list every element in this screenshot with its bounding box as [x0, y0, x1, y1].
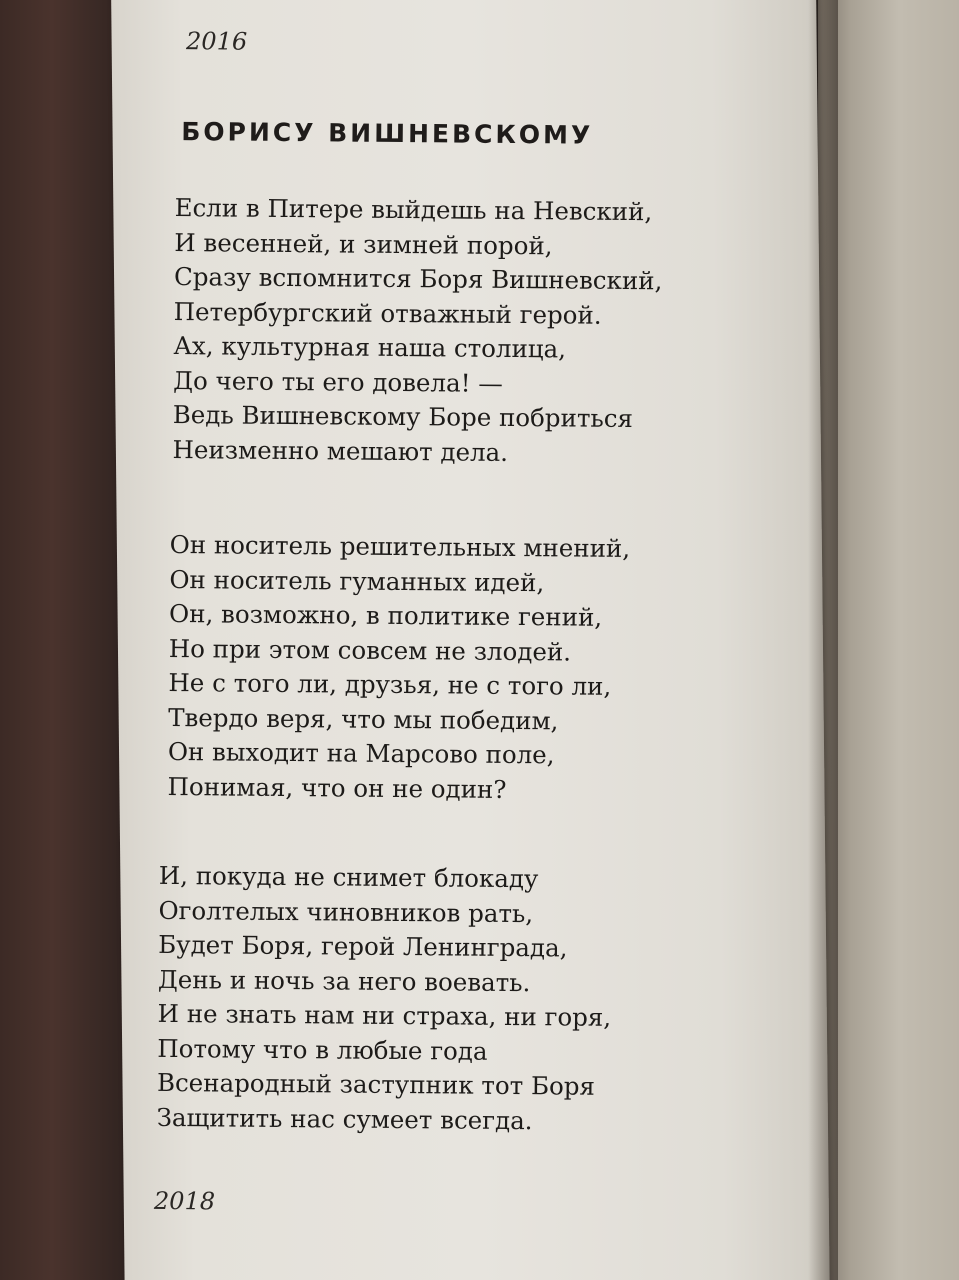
poem-line: Петербургский отважный герой. — [173, 296, 602, 330]
poem-line: Защитить нас сумеет всегда. — [156, 1102, 533, 1135]
facing-page — [818, 0, 959, 1280]
poem-line: Оголтелых чиновников рать, — [158, 895, 534, 928]
poem-line: Сразу вспомнится Боря Вишневский, — [173, 262, 663, 296]
poem-line: Ах, культурная наша столица, — [173, 331, 567, 364]
poem-line: До чего ты его довела! — — [173, 365, 503, 398]
poem-line: И не знать нам ни страха, ни горя, — [157, 998, 612, 1032]
stanza-1 — [172, 191, 663, 471]
previous-poem-year: 2016 — [185, 27, 248, 56]
poem-text-block — [153, 0, 784, 1280]
poem-line: Будет Боря, герой Ленинграда, — [158, 929, 568, 963]
poem-line: Твердо веря, что мы победим, — [168, 702, 559, 735]
poem-line: Неизменно мешают дела. — [172, 434, 509, 467]
poem-year: 2018 — [153, 1186, 216, 1216]
gutter-shadow — [808, 0, 838, 1280]
poem-line: Он носитель решительных мнений, — [169, 530, 631, 564]
poem-line: Но при этом совсем не злодей. — [168, 633, 572, 667]
poem-line: Понимая, что он не один? — [167, 771, 507, 804]
book-cover-edge — [0, 0, 130, 1280]
poem-line: День и ночь за него воевать. — [157, 964, 531, 997]
poem-line: И весенней, и зимней порой, — [174, 227, 553, 260]
stanza-3 — [157, 859, 613, 1139]
poem-line: И, покуда не снимет блокаду — [158, 860, 539, 894]
poem-line: Всенародный заступник тот Боря — [156, 1067, 596, 1101]
poem-line: Потому что в любые года — [157, 1033, 488, 1066]
poem-line: Не с того ли, друзья, не с того ли, — [168, 667, 612, 701]
poem-line: Он носитель гуманных идей, — [169, 564, 545, 597]
poem-title: БОРИСУ ВИШНЕВСКОМУ — [181, 117, 594, 150]
poem-line: Если в Питере выйдешь на Невский, — [174, 193, 653, 227]
poem-line: Ведь Вишневскому Боре побриться — [172, 400, 634, 434]
stanza-2 — [167, 528, 630, 808]
poem-line: Он, возможно, в политике гений, — [168, 599, 603, 632]
poem-line: Он выходит на Марсово поле, — [167, 736, 555, 770]
